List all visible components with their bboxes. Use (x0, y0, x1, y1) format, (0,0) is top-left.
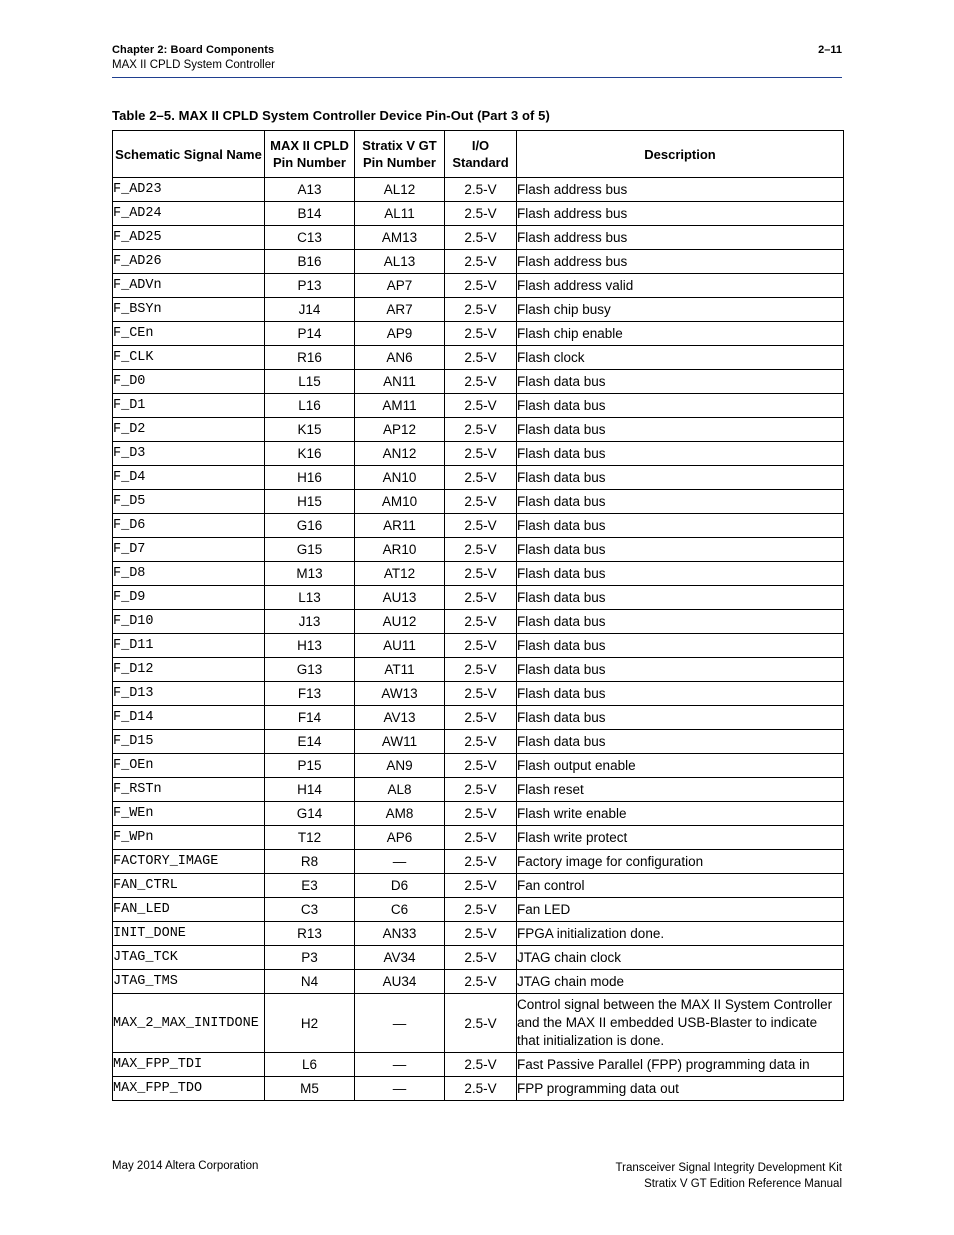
signal-name-cell: F_D5 (113, 490, 265, 514)
description-cell: Flash data bus (517, 370, 844, 394)
table-row (113, 298, 844, 322)
table-row (113, 586, 844, 610)
table-row (113, 802, 844, 826)
stratix-pin-cell: AM8 (355, 802, 445, 826)
description-cell: Flash data bus (517, 682, 844, 706)
signal-name-cell: FAN_CTRL (113, 874, 265, 898)
description-cell: JTAG chain mode (517, 970, 844, 994)
signal-name-cell: F_D15 (113, 730, 265, 754)
footer-date-company: May 2014 Altera Corporation (112, 1160, 259, 1172)
signal-name-cell: MAX_FPP_TDO (113, 1077, 265, 1101)
max-pin-cell: N4 (265, 970, 355, 994)
signal-name-cell: FACTORY_IMAGE (113, 850, 265, 874)
stratix-pin-cell: AP6 (355, 826, 445, 850)
max-pin-cell: P15 (265, 754, 355, 778)
max-pin-cell: J13 (265, 610, 355, 634)
signal-name-cell: F_D11 (113, 634, 265, 658)
io-standard-cell: 2.5-V (445, 466, 517, 490)
signal-name-cell: F_WEn (113, 802, 265, 826)
signal-name-cell: F_AD23 (113, 178, 265, 202)
description-cell: Flash data bus (517, 610, 844, 634)
stratix-pin-cell: AM10 (355, 490, 445, 514)
stratix-pin-cell: — (355, 1053, 445, 1077)
description-cell: Flash address bus (517, 178, 844, 202)
description-cell: Flash data bus (517, 730, 844, 754)
io-standard-cell: 2.5-V (445, 970, 517, 994)
column-header-io-standard: I/O Standard (445, 131, 517, 178)
stratix-pin-cell: AR7 (355, 298, 445, 322)
description-cell: Flash data bus (517, 394, 844, 418)
description-cell: Flash data bus (517, 586, 844, 610)
max-pin-cell: R8 (265, 850, 355, 874)
signal-name-cell: MAX_2_MAX_INITDONE (113, 994, 265, 1053)
description-cell: Fan control (517, 874, 844, 898)
max-pin-cell: E3 (265, 874, 355, 898)
column-header-max-pin: MAX II CPLD Pin Number (265, 131, 355, 178)
signal-name-cell: F_D14 (113, 706, 265, 730)
signal-name-cell: F_CEn (113, 322, 265, 346)
description-cell: Flash write protect (517, 826, 844, 850)
max-pin-cell: B16 (265, 250, 355, 274)
io-standard-cell: 2.5-V (445, 1077, 517, 1101)
signal-name-cell: F_AD25 (113, 226, 265, 250)
description-cell: Flash data bus (517, 706, 844, 730)
stratix-pin-cell: AW13 (355, 682, 445, 706)
signal-name-cell: F_D2 (113, 418, 265, 442)
max-pin-cell: R13 (265, 922, 355, 946)
table-row (113, 346, 844, 370)
description-cell: Flash address valid (517, 274, 844, 298)
io-standard-cell: 2.5-V (445, 226, 517, 250)
table-row (113, 250, 844, 274)
stratix-pin-cell: AT12 (355, 562, 445, 586)
max-pin-cell: B14 (265, 202, 355, 226)
table-row (113, 730, 844, 754)
io-standard-cell: 2.5-V (445, 634, 517, 658)
io-standard-cell: 2.5-V (445, 778, 517, 802)
max-pin-cell: T12 (265, 826, 355, 850)
stratix-pin-cell: D6 (355, 874, 445, 898)
table-row (113, 946, 844, 970)
max-pin-cell: P13 (265, 274, 355, 298)
table-row (113, 754, 844, 778)
signal-name-cell: JTAG_TCK (113, 946, 265, 970)
io-standard-cell: 2.5-V (445, 922, 517, 946)
table-body (113, 178, 844, 1101)
stratix-pin-cell: AT11 (355, 658, 445, 682)
stratix-pin-cell: AP7 (355, 274, 445, 298)
stratix-pin-cell: AN6 (355, 346, 445, 370)
max-pin-cell: G14 (265, 802, 355, 826)
max-pin-cell: K15 (265, 418, 355, 442)
stratix-pin-cell: AM13 (355, 226, 445, 250)
max-pin-cell: J14 (265, 298, 355, 322)
io-standard-cell: 2.5-V (445, 514, 517, 538)
table-row (113, 658, 844, 682)
description-cell: Flash address bus (517, 226, 844, 250)
chapter-title: Chapter 2: Board Components (112, 44, 275, 56)
io-standard-cell: 2.5-V (445, 754, 517, 778)
io-standard-cell: 2.5-V (445, 586, 517, 610)
stratix-pin-cell: AR10 (355, 538, 445, 562)
io-standard-cell: 2.5-V (445, 538, 517, 562)
io-standard-cell: 2.5-V (445, 874, 517, 898)
io-standard-cell: 2.5-V (445, 322, 517, 346)
table-caption: Table 2–5. MAX II CPLD System Controller Device Pin-Out (Part 3 of 5) (112, 108, 550, 123)
description-cell: Flash output enable (517, 754, 844, 778)
table-row (113, 226, 844, 250)
table-row (113, 634, 844, 658)
max-pin-cell: F13 (265, 682, 355, 706)
description-cell: Factory image for configuration (517, 850, 844, 874)
max-pin-cell: E14 (265, 730, 355, 754)
max-pin-cell: H14 (265, 778, 355, 802)
table-row (113, 898, 844, 922)
signal-name-cell: F_AD26 (113, 250, 265, 274)
max-pin-cell: C3 (265, 898, 355, 922)
max-pin-cell: H16 (265, 466, 355, 490)
max-pin-cell: G15 (265, 538, 355, 562)
table-row (113, 1053, 844, 1077)
signal-name-cell: F_OEn (113, 754, 265, 778)
stratix-pin-cell: AV34 (355, 946, 445, 970)
table-row (113, 562, 844, 586)
signal-name-cell: F_D6 (113, 514, 265, 538)
signal-name-cell: F_CLK (113, 346, 265, 370)
signal-name-cell: F_D1 (113, 394, 265, 418)
description-cell: Flash data bus (517, 466, 844, 490)
table-header-row (113, 131, 844, 178)
table-row (113, 370, 844, 394)
column-header-signal: Schematic Signal Name (113, 131, 265, 178)
stratix-pin-cell: AL8 (355, 778, 445, 802)
pinout-table (112, 130, 844, 1101)
stratix-pin-cell: AP12 (355, 418, 445, 442)
io-standard-cell: 2.5-V (445, 562, 517, 586)
description-cell: Fast Passive Parallel (FPP) programming data in (517, 1053, 844, 1077)
footer-document-title (616, 1160, 842, 1192)
table-row (113, 514, 844, 538)
description-cell: Flash data bus (517, 490, 844, 514)
table-row (113, 394, 844, 418)
page-number: 2–11 (818, 44, 842, 56)
io-standard-cell: 2.5-V (445, 802, 517, 826)
io-standard-cell: 2.5-V (445, 274, 517, 298)
signal-name-cell: F_D7 (113, 538, 265, 562)
stratix-pin-cell: AP9 (355, 322, 445, 346)
max-pin-cell: P3 (265, 946, 355, 970)
max-pin-cell: K16 (265, 442, 355, 466)
footer-doc-line-1: Transceiver Signal Integrity Development Kit (615, 1162, 842, 1174)
description-cell: JTAG chain clock (517, 946, 844, 970)
io-standard-cell: 2.5-V (445, 394, 517, 418)
description-cell: Flash data bus (517, 514, 844, 538)
io-standard-cell: 2.5-V (445, 658, 517, 682)
signal-name-cell: F_D8 (113, 562, 265, 586)
io-standard-cell: 2.5-V (445, 442, 517, 466)
stratix-pin-cell: AU11 (355, 634, 445, 658)
max-pin-cell: P14 (265, 322, 355, 346)
table-row (113, 874, 844, 898)
signal-name-cell: JTAG_TMS (113, 970, 265, 994)
stratix-pin-cell: AN11 (355, 370, 445, 394)
stratix-pin-cell: — (355, 1077, 445, 1101)
stratix-pin-cell: AL11 (355, 202, 445, 226)
description-cell: Flash write enable (517, 802, 844, 826)
signal-name-cell: F_D3 (113, 442, 265, 466)
io-standard-cell: 2.5-V (445, 202, 517, 226)
max-pin-cell: L6 (265, 1053, 355, 1077)
max-pin-cell: C13 (265, 226, 355, 250)
io-standard-cell: 2.5-V (445, 1053, 517, 1077)
table-row (113, 490, 844, 514)
io-standard-cell: 2.5-V (445, 610, 517, 634)
description-cell: Control signal between the MAX II System Controller and the MAX II embedded USB-Blaster to indicate that initialization is done. (517, 994, 844, 1053)
table-row (113, 610, 844, 634)
stratix-pin-cell: AU34 (355, 970, 445, 994)
stratix-pin-cell: AL12 (355, 178, 445, 202)
signal-name-cell: INIT_DONE (113, 922, 265, 946)
max-pin-cell: A13 (265, 178, 355, 202)
table-row (113, 994, 844, 1053)
max-pin-cell: R16 (265, 346, 355, 370)
max-pin-cell: L15 (265, 370, 355, 394)
description-cell: Flash reset (517, 778, 844, 802)
max-pin-cell: M13 (265, 562, 355, 586)
max-pin-cell: G16 (265, 514, 355, 538)
table-row (113, 178, 844, 202)
io-standard-cell: 2.5-V (445, 250, 517, 274)
table-row (113, 202, 844, 226)
signal-name-cell: FAN_LED (113, 898, 265, 922)
max-pin-cell: G13 (265, 658, 355, 682)
table-row (113, 1077, 844, 1101)
stratix-pin-cell: C6 (355, 898, 445, 922)
io-standard-cell: 2.5-V (445, 730, 517, 754)
description-cell: Flash data bus (517, 442, 844, 466)
description-cell: Flash address bus (517, 250, 844, 274)
signal-name-cell: MAX_FPP_TDI (113, 1053, 265, 1077)
io-standard-cell: 2.5-V (445, 994, 517, 1053)
description-cell: FPP programming data out (517, 1077, 844, 1101)
table-row (113, 922, 844, 946)
stratix-pin-cell: AM11 (355, 394, 445, 418)
io-standard-cell: 2.5-V (445, 946, 517, 970)
table-row (113, 970, 844, 994)
max-pin-cell: F14 (265, 706, 355, 730)
table-row (113, 538, 844, 562)
max-pin-cell: H15 (265, 490, 355, 514)
description-cell: Flash data bus (517, 418, 844, 442)
signal-name-cell: F_ADVn (113, 274, 265, 298)
stratix-pin-cell: — (355, 994, 445, 1053)
header-divider (112, 77, 842, 78)
column-header-stratix-pin: Stratix V GT Pin Number (355, 131, 445, 178)
max-pin-cell: L16 (265, 394, 355, 418)
description-cell: Flash chip busy (517, 298, 844, 322)
stratix-pin-cell: AV13 (355, 706, 445, 730)
io-standard-cell: 2.5-V (445, 850, 517, 874)
table-row (113, 682, 844, 706)
signal-name-cell: F_D12 (113, 658, 265, 682)
table-row (113, 274, 844, 298)
section-title: MAX II CPLD System Controller (112, 59, 275, 71)
table-row (113, 418, 844, 442)
io-standard-cell: 2.5-V (445, 370, 517, 394)
signal-name-cell: F_D4 (113, 466, 265, 490)
description-cell: Flash clock (517, 346, 844, 370)
io-standard-cell: 2.5-V (445, 898, 517, 922)
column-header-description: Description (517, 131, 844, 178)
io-standard-cell: 2.5-V (445, 490, 517, 514)
table-row (113, 322, 844, 346)
io-standard-cell: 2.5-V (445, 418, 517, 442)
io-standard-cell: 2.5-V (445, 346, 517, 370)
max-pin-cell: H13 (265, 634, 355, 658)
description-cell: FPGA initialization done. (517, 922, 844, 946)
description-cell: Flash chip enable (517, 322, 844, 346)
description-cell: Flash address bus (517, 202, 844, 226)
io-standard-cell: 2.5-V (445, 178, 517, 202)
io-standard-cell: 2.5-V (445, 298, 517, 322)
max-pin-cell: M5 (265, 1077, 355, 1101)
description-cell: Flash data bus (517, 634, 844, 658)
table-row (113, 466, 844, 490)
stratix-pin-cell: — (355, 850, 445, 874)
max-pin-cell: H2 (265, 994, 355, 1053)
table-row (113, 706, 844, 730)
stratix-pin-cell: AN9 (355, 754, 445, 778)
description-cell: Flash data bus (517, 538, 844, 562)
signal-name-cell: F_AD24 (113, 202, 265, 226)
io-standard-cell: 2.5-V (445, 682, 517, 706)
description-cell: Flash data bus (517, 658, 844, 682)
signal-name-cell: F_WPn (113, 826, 265, 850)
stratix-pin-cell: AR11 (355, 514, 445, 538)
stratix-pin-cell: AU13 (355, 586, 445, 610)
signal-name-cell: F_D10 (113, 610, 265, 634)
stratix-pin-cell: AU12 (355, 610, 445, 634)
max-pin-cell: L13 (265, 586, 355, 610)
table-row (113, 442, 844, 466)
signal-name-cell: F_RSTn (113, 778, 265, 802)
page-header (112, 44, 842, 80)
table-row (113, 850, 844, 874)
signal-name-cell: F_D9 (113, 586, 265, 610)
description-cell: Fan LED (517, 898, 844, 922)
stratix-pin-cell: AN10 (355, 466, 445, 490)
io-standard-cell: 2.5-V (445, 826, 517, 850)
footer-doc-line-2: Stratix V GT Edition Reference Manual (644, 1178, 842, 1190)
signal-name-cell: F_BSYn (113, 298, 265, 322)
stratix-pin-cell: AL13 (355, 250, 445, 274)
signal-name-cell: F_D13 (113, 682, 265, 706)
table-row (113, 826, 844, 850)
io-standard-cell: 2.5-V (445, 706, 517, 730)
stratix-pin-cell: AN33 (355, 922, 445, 946)
signal-name-cell: F_D0 (113, 370, 265, 394)
stratix-pin-cell: AN12 (355, 442, 445, 466)
stratix-pin-cell: AW11 (355, 730, 445, 754)
description-cell: Flash data bus (517, 562, 844, 586)
table-row (113, 778, 844, 802)
